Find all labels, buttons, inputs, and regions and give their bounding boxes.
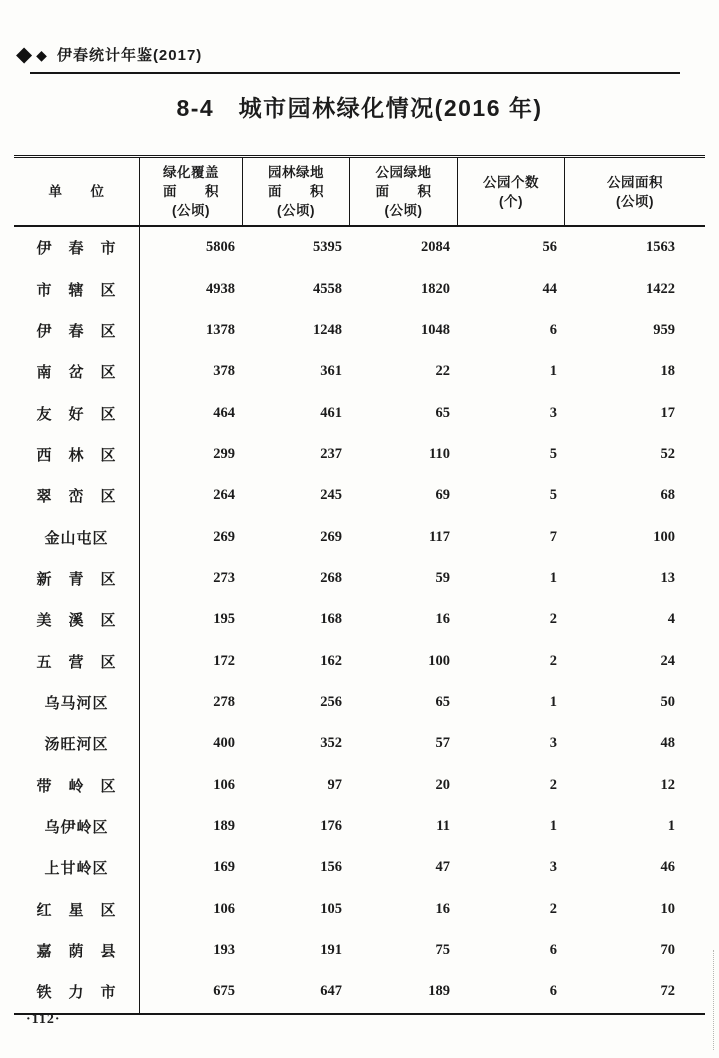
value-cell-park-count: 56	[542, 239, 557, 256]
table-row	[14, 558, 705, 599]
col-header-line: 面 积	[375, 184, 432, 199]
table-row	[14, 682, 705, 723]
value-cell-park-green: 110	[429, 445, 450, 462]
value-cell-park-green: 1048	[421, 321, 450, 338]
value-cell-park-count: 2	[549, 611, 557, 628]
value-cell-green-coverage: 106	[213, 776, 235, 793]
unit-cell: 带 岭 区	[14, 764, 140, 805]
value-cell-garden-green: 162	[320, 652, 342, 669]
unit-cell: 乌马河区	[14, 682, 140, 723]
scan-artifact	[713, 950, 714, 1050]
diamond-icon: ◆	[16, 43, 33, 66]
unit-cell: 嘉 荫 县	[14, 930, 140, 971]
unit-cell: 伊 春 市	[14, 227, 140, 268]
col-header-park-green-area	[350, 158, 458, 225]
value-cell-park-count: 1	[549, 363, 557, 380]
table-row	[14, 723, 705, 764]
value-cell-park-green: 1820	[421, 280, 450, 297]
value-cell-park-green: 11	[436, 817, 450, 834]
col-header-line: 绿化覆盖	[163, 165, 219, 180]
value-cell-green-coverage: 193	[213, 942, 235, 959]
value-cell-green-coverage: 5806	[206, 239, 235, 256]
value-cell-park-green: 100	[428, 652, 450, 669]
value-cell-park-area: 24	[660, 652, 675, 669]
value-cell-park-green: 69	[435, 487, 450, 504]
value-cell-park-area: 1422	[646, 280, 675, 297]
value-cell-park-green: 16	[435, 611, 450, 628]
value-cell-garden-green: 156	[320, 859, 342, 876]
value-cell-garden-green: 647	[320, 983, 342, 1000]
value-cell-garden-green: 352	[320, 735, 342, 752]
unit-cell: 南 岔 区	[14, 351, 140, 392]
col-header-line: (公顷)	[384, 203, 423, 218]
table-row	[14, 351, 705, 392]
table-row	[14, 640, 705, 681]
table-row	[14, 434, 705, 475]
table-body	[14, 227, 705, 1015]
value-cell-park-count: 2	[549, 900, 557, 917]
unit-cell: 市 辖 区	[14, 268, 140, 309]
value-cell-garden-green: 4558	[313, 280, 342, 297]
table-row	[14, 764, 705, 805]
table-row	[14, 599, 705, 640]
table-row	[14, 847, 705, 888]
value-cell-green-coverage: 278	[213, 693, 235, 710]
table-row	[14, 392, 705, 433]
value-cell-park-count: 3	[549, 404, 557, 421]
value-cell-garden-green: 105	[320, 900, 342, 917]
value-cell-green-coverage: 464	[213, 404, 235, 421]
value-cell-park-count: 5	[549, 445, 557, 462]
table-row	[14, 889, 705, 930]
value-cell-green-coverage: 675	[213, 983, 235, 1000]
value-cell-park-area: 959	[653, 321, 675, 338]
col-header-label: 单 位	[48, 184, 105, 199]
col-header-line: 公园绿地	[375, 165, 432, 180]
table-row	[14, 516, 705, 557]
value-cell-garden-green: 97	[327, 776, 342, 793]
value-cell-green-coverage: 378	[213, 363, 235, 380]
value-cell-garden-green: 461	[320, 404, 342, 421]
value-cell-park-green: 20	[435, 776, 450, 793]
unit-cell: 红 星 区	[14, 889, 140, 930]
value-cell-park-area: 1	[667, 817, 675, 834]
value-cell-garden-green: 361	[320, 363, 342, 380]
value-cell-park-area: 48	[660, 735, 675, 752]
unit-cell: 翠 峦 区	[14, 475, 140, 516]
unit-cell: 五 营 区	[14, 640, 140, 681]
table-row	[14, 806, 705, 847]
unit-cell: 西 林 区	[14, 434, 140, 475]
value-cell-park-green: 22	[435, 363, 450, 380]
col-header-garden-green-area	[243, 158, 350, 225]
value-cell-green-coverage: 273	[213, 569, 235, 586]
value-cell-green-coverage: 195	[213, 611, 235, 628]
header-rule	[30, 72, 680, 74]
value-cell-green-coverage: 400	[213, 735, 235, 752]
value-cell-garden-green: 176	[320, 817, 342, 834]
value-cell-park-count: 7	[549, 528, 557, 545]
col-header-line: 面 积	[163, 184, 219, 199]
col-header-line: (公顷)	[172, 203, 210, 218]
value-cell-garden-green: 1248	[313, 321, 342, 338]
value-cell-park-area: 1563	[646, 239, 675, 256]
value-cell-park-green: 189	[428, 983, 450, 1000]
unit-cell: 美 溪 区	[14, 599, 140, 640]
value-cell-garden-green: 269	[320, 528, 342, 545]
value-cell-park-green: 65	[435, 693, 450, 710]
value-cell-park-green: 59	[435, 569, 450, 586]
value-cell-green-coverage: 189	[213, 817, 235, 834]
value-cell-garden-green: 256	[320, 693, 342, 710]
value-cell-park-count: 6	[549, 942, 557, 959]
value-cell-park-green: 117	[429, 528, 450, 545]
running-head-title: 伊春统计年鉴(2017)	[56, 47, 203, 64]
value-cell-park-area: 50	[660, 693, 675, 710]
value-cell-park-area: 17	[660, 404, 675, 421]
value-cell-green-coverage: 106	[213, 900, 235, 917]
col-header-line: (公顷)	[616, 193, 654, 209]
value-cell-garden-green: 191	[320, 942, 342, 959]
value-cell-green-coverage: 172	[213, 652, 235, 669]
unit-cell: 铁 力 市	[14, 971, 140, 1012]
col-header-park-count	[458, 158, 565, 225]
value-cell-garden-green: 268	[320, 569, 342, 586]
value-cell-park-green: 47	[435, 859, 450, 876]
value-cell-park-area: 12	[660, 776, 675, 793]
table-row	[14, 227, 705, 268]
value-cell-park-count: 1	[549, 569, 557, 586]
value-cell-park-green: 16	[435, 900, 450, 917]
value-cell-park-green: 75	[435, 942, 450, 959]
value-cell-garden-green: 237	[320, 445, 342, 462]
value-cell-park-count: 6	[549, 321, 557, 338]
value-cell-park-count: 2	[549, 776, 557, 793]
table-row	[14, 268, 705, 309]
value-cell-garden-green: 245	[320, 487, 342, 504]
value-cell-park-count: 3	[549, 735, 557, 752]
value-cell-park-green: 2084	[421, 239, 450, 256]
page-title: 8-4 城市园林绿化情况(2016 年)	[176, 95, 543, 121]
value-cell-garden-green: 5395	[313, 239, 342, 256]
value-cell-park-area: 18	[660, 363, 675, 380]
value-cell-park-count: 5	[549, 487, 557, 504]
table-row	[14, 310, 705, 351]
value-cell-park-area: 70	[660, 942, 675, 959]
value-cell-park-count: 6	[549, 983, 557, 1000]
col-header-line: (公顷)	[277, 203, 315, 218]
col-header-line: 公园个数	[483, 174, 539, 190]
table-row	[14, 475, 705, 516]
value-cell-green-coverage: 269	[213, 528, 235, 545]
running-head	[16, 44, 202, 65]
value-cell-park-green: 65	[435, 404, 450, 421]
value-cell-park-area: 100	[653, 528, 675, 545]
value-cell-garden-green: 168	[320, 611, 342, 628]
unit-cell: 上甘岭区	[14, 847, 140, 888]
value-cell-park-area: 13	[660, 569, 675, 586]
table-row	[14, 930, 705, 971]
col-header-park-area	[565, 158, 705, 225]
table-row	[14, 971, 705, 1012]
value-cell-green-coverage: 169	[213, 859, 235, 876]
unit-cell: 伊 春 区	[14, 310, 140, 351]
unit-cell: 乌伊岭区	[14, 806, 140, 847]
value-cell-green-coverage: 4938	[206, 280, 235, 297]
greening-table	[14, 155, 705, 1015]
unit-cell: 新 青 区	[14, 558, 140, 599]
value-cell-park-area: 68	[660, 487, 675, 504]
unit-cell: 汤旺河区	[14, 723, 140, 764]
value-cell-park-area: 4	[667, 611, 675, 628]
value-cell-green-coverage: 1378	[206, 321, 235, 338]
value-cell-park-count: 1	[549, 693, 557, 710]
value-cell-park-count: 1	[549, 817, 557, 834]
col-header-unit	[14, 158, 140, 225]
diamond-icon: ◆	[36, 46, 47, 63]
unit-cell: 金山屯区	[14, 516, 140, 557]
col-header-line: 园林绿地	[268, 165, 324, 180]
value-cell-park-area: 72	[660, 983, 675, 1000]
value-cell-green-coverage: 264	[213, 487, 235, 504]
value-cell-park-count: 3	[549, 859, 557, 876]
value-cell-park-green: 57	[435, 735, 450, 752]
page-number: ·112·	[26, 1012, 61, 1027]
col-header-line: 面 积	[268, 184, 324, 199]
value-cell-park-area: 46	[660, 859, 675, 876]
col-header-line: (个)	[499, 193, 523, 209]
col-header-green-coverage-area	[140, 158, 243, 225]
value-cell-park-count: 44	[542, 280, 557, 297]
col-header-line: 公园面积	[607, 174, 663, 190]
value-cell-park-area: 52	[660, 445, 675, 462]
value-cell-park-count: 2	[549, 652, 557, 669]
unit-cell: 友 好 区	[14, 392, 140, 433]
value-cell-green-coverage: 299	[213, 445, 235, 462]
value-cell-park-area: 10	[660, 900, 675, 917]
table-header	[14, 155, 705, 227]
